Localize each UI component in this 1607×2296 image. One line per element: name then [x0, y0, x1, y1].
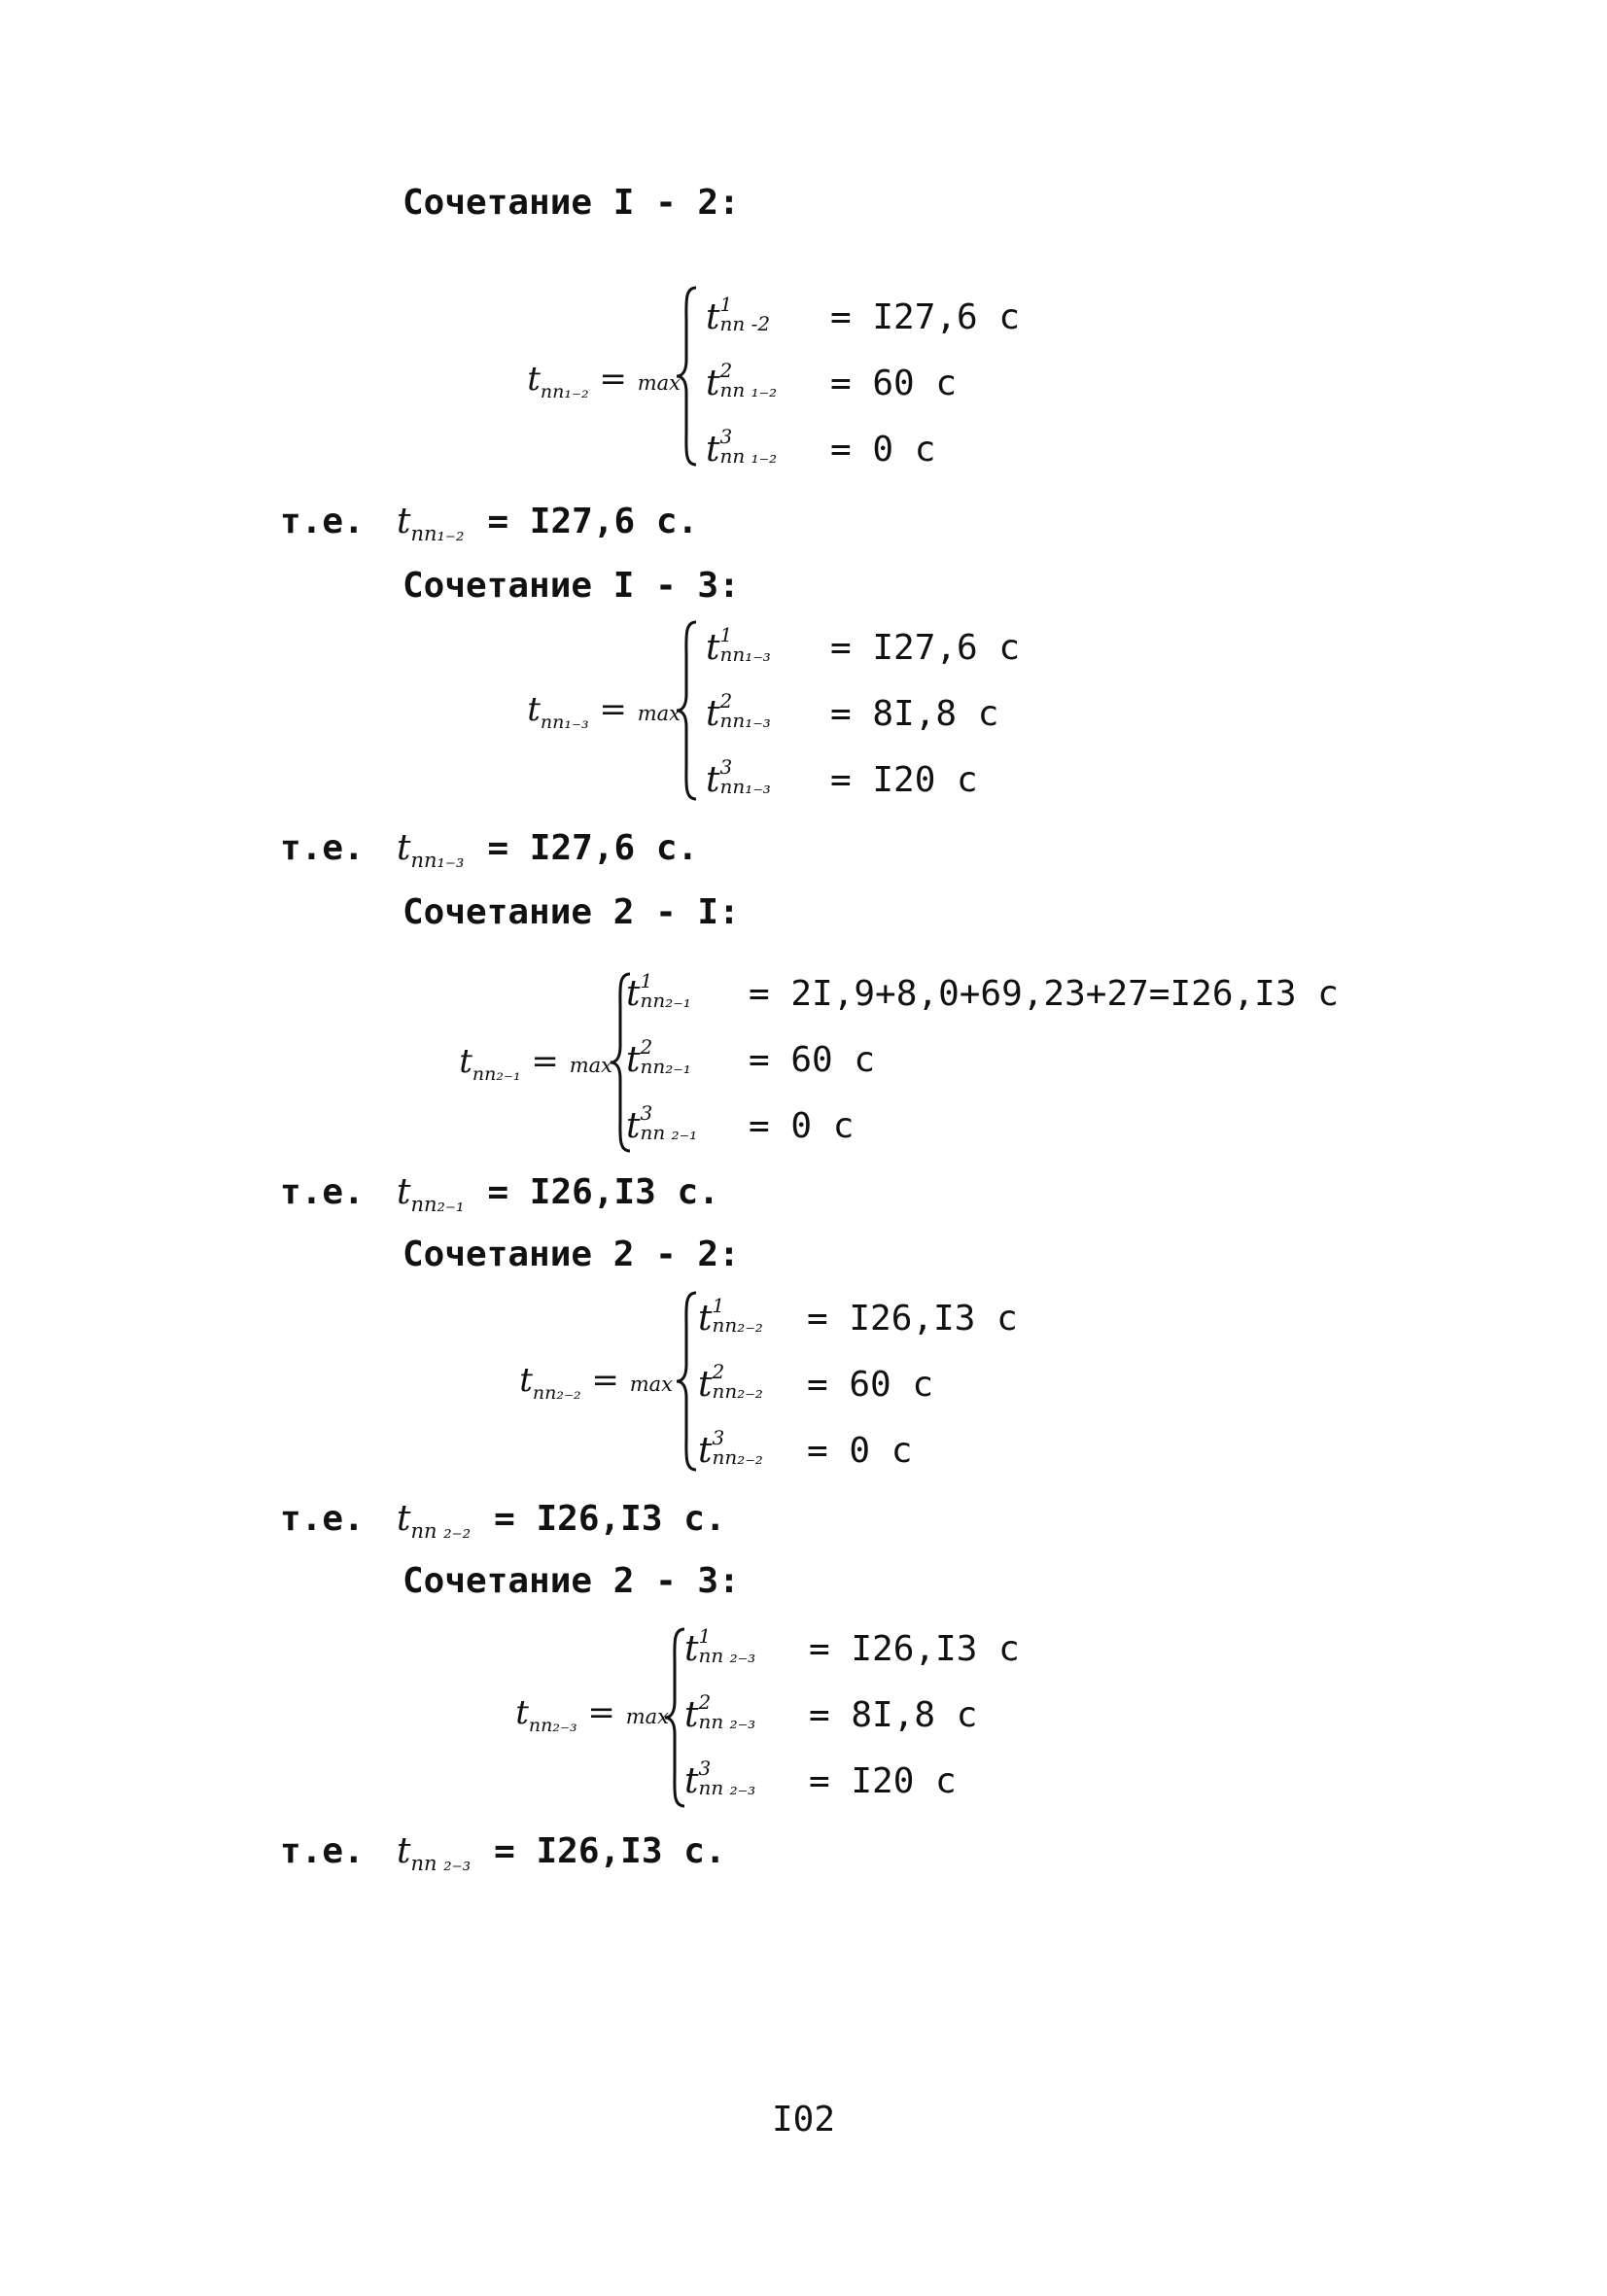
system-row — [698, 1426, 913, 1473]
system-row — [706, 755, 978, 802]
system-lhs-2: $t_{пп_{1-3}} = \max$ — [527, 690, 681, 733]
left-brace — [673, 618, 700, 803]
combination-heading-1: Сочетание I - 2: — [402, 183, 740, 223]
result-line-1 — [280, 502, 698, 545]
t-symbol: t 2 пп₂₋₂ — [698, 1360, 763, 1405]
result-value: = I26,I3 с. — [487, 1172, 719, 1212]
system-row — [626, 969, 1339, 1016]
t-symbol: t 1 пп₁₋₃ — [706, 623, 771, 668]
te-label: т.е. — [280, 502, 365, 541]
t-symbol: t 2 пп ₁₋₂ — [706, 359, 778, 403]
system-row — [706, 623, 1021, 670]
row-value: = 2I,9+8,0+69,23+27=I26,I3 с — [749, 974, 1339, 1014]
result-value: = I26,I3 с. — [494, 1831, 726, 1871]
t-symbol: $t_{пп _{2-2}}$ — [397, 1499, 472, 1544]
row-value: = 60 с — [830, 364, 958, 403]
combination-heading-4: Сочетание 2 - 2: — [402, 1235, 740, 1274]
system-row — [706, 359, 958, 405]
system-row — [684, 1690, 978, 1737]
result-value: = I27,6 с. — [487, 502, 699, 541]
row-value: = I26,I3 с — [809, 1629, 1020, 1669]
result-value: = I27,6 с. — [487, 828, 699, 868]
t-symbol: t 2 пп ₂₋₃ — [684, 1690, 756, 1735]
t-symbol: t 1 пп₂₋₂ — [698, 1294, 763, 1339]
te-label: т.е. — [280, 828, 365, 868]
result-line-4 — [280, 1499, 726, 1543]
te-label: т.е. — [280, 1172, 365, 1212]
page-number: I02 — [771, 2100, 836, 2139]
t-symbol: t 2 пп₂₋₁ — [626, 1035, 691, 1080]
left-brace — [673, 1289, 700, 1474]
row-value: = 8I,8 с — [830, 694, 999, 734]
t-symbol: t 3 пп₁₋₃ — [706, 755, 771, 800]
result-line-3 — [280, 1172, 719, 1216]
row-value: = 60 с — [807, 1365, 934, 1405]
result-line-2 — [280, 828, 698, 872]
combination-heading-2: Сочетание I - 3: — [402, 566, 740, 606]
t-symbol: $t_{пп_{1-2}}$ — [397, 502, 465, 546]
row-value: = 0 с — [807, 1431, 913, 1471]
t-symbol: t 3 пп₂₋₂ — [698, 1426, 763, 1471]
row-value: = I20 с — [809, 1761, 957, 1801]
row-value: = 60 с — [749, 1040, 876, 1080]
t-symbol: $t_{пп _{2-3}}$ — [397, 1831, 472, 1876]
row-value: = I27,6 с — [830, 297, 1021, 337]
row-value: = I27,6 с — [830, 628, 1021, 668]
system-lhs-1: $t_{пп_{1-2}} = \max$ — [527, 360, 681, 402]
row-value: = 0 с — [749, 1106, 855, 1146]
row-value: = I26,I3 с — [807, 1299, 1018, 1339]
t-symbol: t 3 пп ₂₋₃ — [684, 1757, 756, 1801]
combination-heading-3: Сочетание 2 - I: — [402, 892, 740, 932]
row-value: = 0 с — [830, 430, 936, 470]
t-symbol: t 1 пп -2 — [706, 293, 771, 337]
te-label: т.е. — [280, 1499, 365, 1539]
system-row — [684, 1624, 1020, 1671]
left-brace — [673, 284, 700, 469]
system-lhs-4: $t_{пп_{2-2}} = \max$ — [519, 1361, 673, 1404]
system-row — [626, 1035, 876, 1082]
t-symbol: t 3 пп ₁₋₂ — [706, 425, 778, 470]
system-row — [698, 1360, 934, 1407]
t-symbol: $t_{пп_{2-1}}$ — [397, 1172, 465, 1217]
system-row — [698, 1294, 1018, 1340]
t-symbol: t 2 пп₁₋₃ — [706, 689, 771, 734]
row-value: = I20 с — [830, 760, 978, 800]
row-value: = 8I,8 с — [809, 1695, 978, 1735]
combination-heading-5: Сочетание 2 - 3: — [402, 1561, 740, 1601]
system-row — [626, 1101, 855, 1148]
system-lhs-5: $t_{пп_{2-3}} = \max$ — [515, 1693, 669, 1736]
t-symbol: $t_{пп_{1-3}}$ — [397, 828, 465, 873]
system-row — [706, 425, 936, 471]
system-row — [684, 1757, 957, 1803]
system-row — [706, 689, 999, 736]
t-symbol: t 1 пп ₂₋₃ — [684, 1624, 756, 1669]
result-value: = I26,I3 с. — [494, 1499, 726, 1539]
result-line-5 — [280, 1831, 726, 1875]
t-symbol: t 3 пп ₂₋₁ — [626, 1101, 698, 1146]
t-symbol: t 1 пп₂₋₁ — [626, 969, 691, 1014]
te-label: т.е. — [280, 1831, 365, 1871]
system-lhs-3: $t_{пп_{2-1}} = \max$ — [459, 1042, 612, 1085]
system-row — [706, 293, 1021, 339]
